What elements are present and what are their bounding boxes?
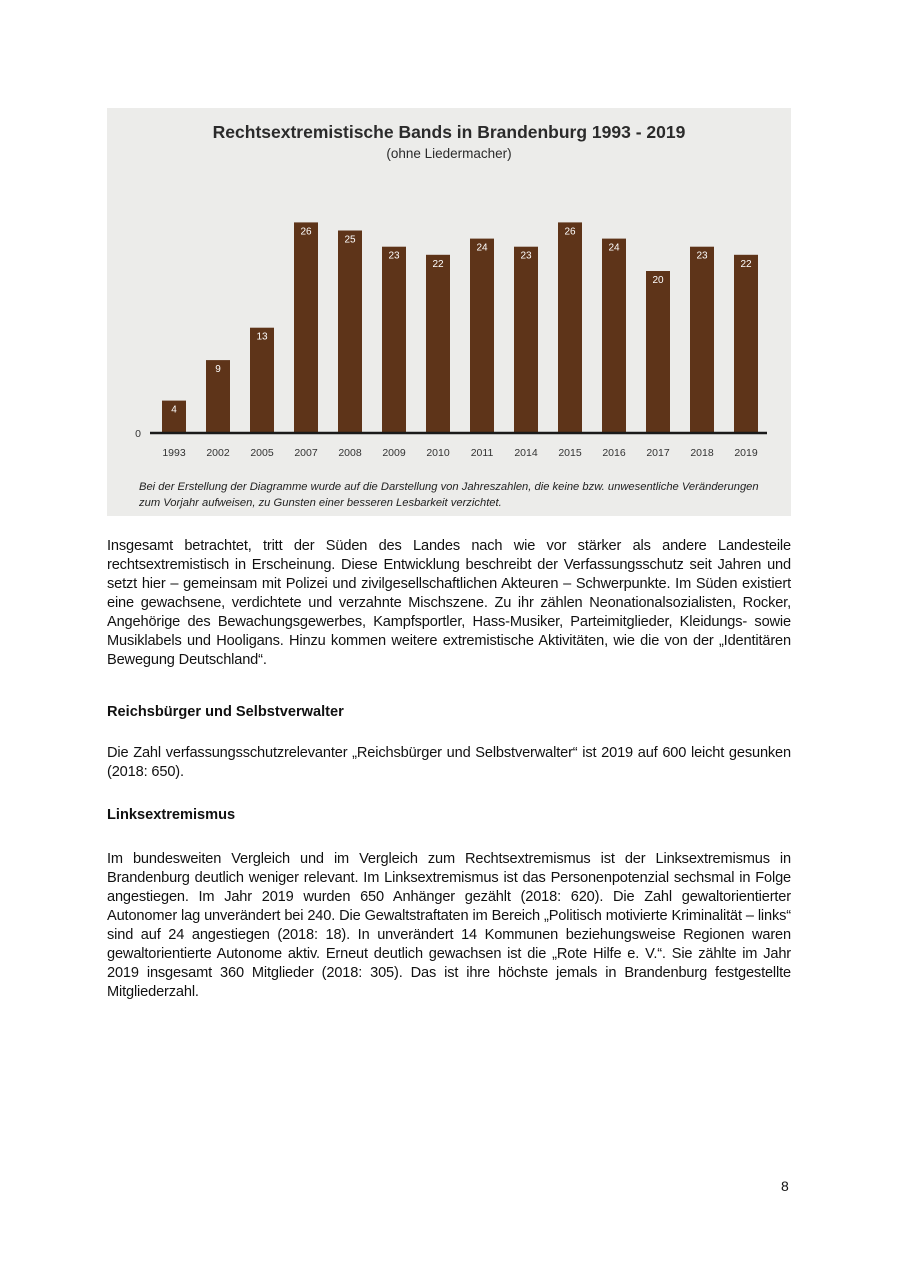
bar-2015 <box>558 222 582 433</box>
heading-linksextremismus: Linksextremismus <box>107 807 236 823</box>
bar-2007 <box>294 222 318 433</box>
x-tick-label: 2005 <box>250 447 274 459</box>
bar-2009 <box>382 247 406 433</box>
bar-2011 <box>470 239 494 433</box>
bar-2005 <box>250 328 274 433</box>
bar-2010 <box>426 255 450 433</box>
bar-value-label: 20 <box>652 275 664 286</box>
chart-footnote: Bei der Erstellung der Diagramme wurde auf die Darstellung von Jahreszahlen, die keine bzw. unwesentliche Veränderungen zum Vorjahr aufweisen, zu Gunsten einer besseren Lesbarkeit verzichtet. <box>139 481 759 509</box>
y-zero-label: 0 <box>135 428 141 440</box>
chart-title: Rechtsextremistische Bands in Brandenburg 1993 - 2019 <box>212 122 686 142</box>
bar-value-label: 26 <box>564 226 576 238</box>
bar-value-label: 24 <box>476 242 488 254</box>
bar-value-label: 9 <box>215 364 221 376</box>
paragraph-linksextremismus: Im bundesweiten Vergleich und im Vergleich zum Rechtsextremismus ist der Linksextremismus in Brandenburg deutlich weniger relevant. Im Linksextremismus ist das Personenpotenzial sechsmal in Folge angestiegen. Im Jahr 2019 wurden 650 Anhänger gezählt (2018: 620). Die Zahl gewaltorientierter Autonomer lag unverändert bei 240. Die Gewaltstraftaten im Bereich „Politisch motivierte Kriminalität – links“ sind auf 24 angestiegen (2018: 18). In unverändert 14 Kommunen beziehungsweise Regionen waren gewaltorientierte Autonome aktiv. Erneut deutlich gewachsen ist die „Rote Hilfe e. V.“. Sie zählte im Jahr 2019 insgesamt 360 Mitglieder (2018: 305). Das ist ihre höchste jemals in Brandenburg festgestellte Mitgliederzahl. <box>107 851 791 1000</box>
x-tick-label: 2009 <box>382 447 406 459</box>
bar-2018 <box>690 247 714 433</box>
bar-value-label: 22 <box>740 258 752 270</box>
bar-value-label: 23 <box>696 250 708 262</box>
x-tick-label: 1993 <box>162 447 186 459</box>
bar-2014 <box>514 247 538 433</box>
paragraph-south-scene: Insgesamt betrachtet, tritt der Süden des Landes nach wie vor stärker als andere Landesteile rechtsextremistisch in Erscheinung. Diese Entwicklung beschreibt der Verfassungsschutz seit Jahren und setzt hier – gemeinsam mit Polizei und zivilgesellschaftlichen Akteuren – Schwerpunkte. Im Süden existiert eine gewachsene, verdichtete und verzahnte Mischszene. Zu ihr zählen Neonationalsozialisten, Rocker, Angehörige des Bewachungsgewerbes, Kampfsportler, Hass-Musiker, Parteimitglieder, Kleidungs- sowie Musiklabels und Hooligans. Hinzu kommen weitere extremistische Aktivitäten, wie die von der „Identitären Bewegung Deutschland“. <box>107 538 791 668</box>
bar-chart <box>107 108 791 516</box>
x-tick-label: 2017 <box>646 447 670 459</box>
chart-subtitle: (ohne Liedermacher) <box>386 146 512 161</box>
x-tick-label: 2007 <box>294 447 318 459</box>
bar-2016 <box>602 239 626 433</box>
page-number: 8 <box>781 1178 789 1194</box>
x-tick-label: 2018 <box>690 447 714 459</box>
bar-2019 <box>734 255 758 433</box>
x-tick-label: 2016 <box>602 447 626 459</box>
x-tick-label: 2011 <box>470 447 494 459</box>
x-tick-label: 2008 <box>338 447 362 459</box>
chart-plot <box>107 108 791 516</box>
x-tick-label: 2014 <box>514 447 538 459</box>
x-tick-label: 2002 <box>206 447 230 459</box>
bar-value-label: 25 <box>344 234 356 246</box>
bar-value-label: 26 <box>300 226 312 238</box>
paragraph-reichsbuerger: Die Zahl verfassungsschutzrelevanter „Reichsbürger und Selbstverwalter“ ist 2019 auf 600 leicht gesunken (2018: 650). <box>107 745 791 780</box>
x-tick-label: 2010 <box>426 447 450 459</box>
bar-2008 <box>338 231 362 434</box>
heading-reichsbuerger: Reichsbürger und Selbstverwalter <box>107 704 344 720</box>
x-tick-label: 2015 <box>558 447 582 459</box>
x-tick-label: 2019 <box>734 447 758 459</box>
bar-value-label: 23 <box>388 250 400 262</box>
bar-value-label: 4 <box>171 404 177 416</box>
bar-value-label: 22 <box>432 258 444 270</box>
bar-value-label: 24 <box>608 242 620 254</box>
bar-2017 <box>646 271 670 433</box>
bar-value-label: 23 <box>520 250 532 262</box>
bar-value-label: 13 <box>256 331 268 343</box>
